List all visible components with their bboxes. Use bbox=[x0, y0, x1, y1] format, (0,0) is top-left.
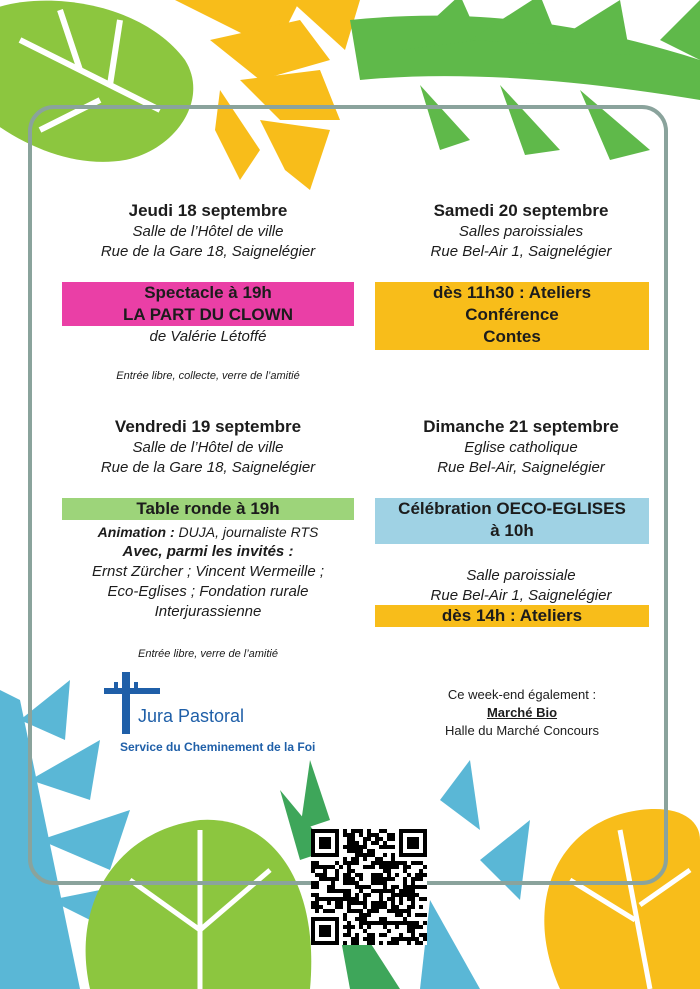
venue: Eglise catholique bbox=[464, 439, 578, 456]
address: Rue de la Gare 18, Saignelégier bbox=[100, 243, 316, 260]
animation-text: DUJA, journaliste RTS bbox=[174, 524, 319, 540]
event-sunday-band-2 bbox=[375, 605, 649, 627]
event-sunday-afternoon bbox=[374, 566, 668, 606]
day-title: Dimanche 21 septembre bbox=[423, 417, 619, 436]
band2-line: dès 14h : Ateliers bbox=[441, 606, 583, 625]
band-line-2: LA PART DU CLOWN bbox=[123, 305, 293, 324]
guests-line-1: Ernst Zürcher ; Vincent Wermeille ; bbox=[91, 563, 325, 580]
band-line-1: Spectacle à 19h bbox=[144, 283, 272, 302]
day-title: Jeudi 18 septembre bbox=[128, 201, 288, 220]
weekend-line-1: Ce week-end également : bbox=[447, 687, 597, 702]
guests-line-3: Interjurassienne bbox=[154, 603, 262, 620]
event-thursday-band bbox=[62, 282, 354, 326]
address-2: Rue Bel-Air 1, Saignelégier bbox=[430, 587, 612, 604]
weekend-line-3: Halle du Marché Concours bbox=[445, 723, 599, 738]
event-sunday bbox=[374, 416, 668, 478]
band-line-2: Conférence bbox=[465, 305, 559, 324]
day-title: Samedi 20 septembre bbox=[433, 201, 609, 220]
logo-name: Jura Pastoral bbox=[138, 706, 245, 726]
weekend-info bbox=[384, 686, 660, 740]
address: Rue Bel-Air 1, Saignelégier bbox=[430, 243, 612, 260]
band-line-1: Célébration OECO-EGLISES bbox=[398, 499, 626, 518]
band-line-2: à 10h bbox=[490, 521, 534, 540]
logo-subtitle: Service du Cheminement de la Foi bbox=[120, 740, 316, 754]
address: Rue Bel-Air, Saignelégier bbox=[437, 459, 605, 476]
animation-line bbox=[62, 522, 354, 542]
event-saturday-band bbox=[375, 282, 649, 350]
weekend-line-2: Marché Bio bbox=[486, 705, 558, 720]
venue: Salles paroissiales bbox=[458, 223, 584, 240]
animation-label: Animation : bbox=[97, 524, 175, 540]
venue-2: Salle paroissiale bbox=[466, 567, 576, 584]
event-friday bbox=[66, 416, 350, 478]
band-line-1: dès 11h30 : Ateliers bbox=[432, 283, 592, 302]
author-wrap bbox=[62, 327, 354, 347]
event-friday-details bbox=[62, 522, 354, 622]
qr-code[interactable] bbox=[311, 829, 427, 945]
day-title: Vendredi 19 septembre bbox=[114, 417, 302, 436]
thursday-note: Entrée libre, collecte, verre de l’amitié bbox=[116, 370, 300, 382]
guests-label: Avec, parmi les invités : bbox=[122, 543, 294, 560]
venue: Salle de l’Hôtel de ville bbox=[132, 223, 284, 240]
band-line: Table ronde à 19h bbox=[136, 499, 280, 518]
venue: Salle de l’Hôtel de ville bbox=[132, 439, 284, 456]
address: Rue de la Gare 18, Saignelégier bbox=[100, 459, 316, 476]
guests-line-2: Eco-Eglises ; Fondation rurale bbox=[107, 583, 309, 600]
event-saturday bbox=[374, 200, 668, 262]
event-sunday-band bbox=[375, 498, 649, 544]
friday-note: Entrée libre, verre de l’amitié bbox=[137, 648, 278, 660]
event-friday-band bbox=[62, 498, 354, 520]
event-thursday bbox=[66, 200, 350, 262]
author: de Valérie Létoffé bbox=[149, 328, 267, 345]
jura-pastoral-logo bbox=[104, 672, 374, 762]
band-line-3: Contes bbox=[483, 327, 541, 346]
